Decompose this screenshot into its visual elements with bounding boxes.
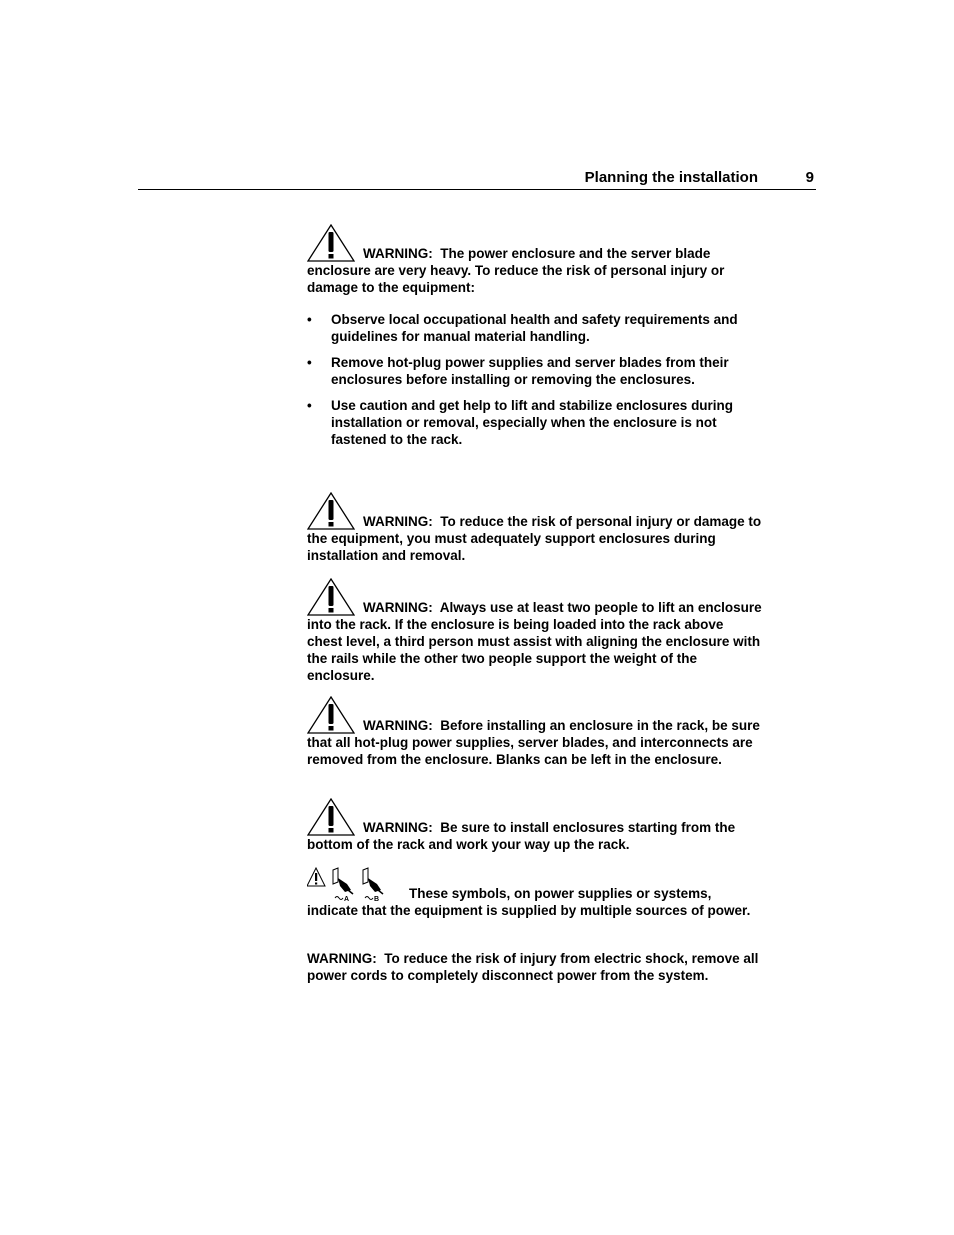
- warning-support-enclosures: [307, 492, 762, 564]
- multiple-power-sources-icon: [307, 866, 395, 902]
- warning-label: WARNING:: [363, 514, 433, 529]
- warning-remove-components: [307, 696, 762, 768]
- warning-label: WARNING:: [363, 246, 433, 261]
- warning-heavy-enclosure: [307, 224, 762, 296]
- multiple-power-sources-note: [307, 866, 762, 919]
- warning-label: WARNING:: [363, 718, 433, 733]
- warning-text: To reduce the risk of injury from electric shock, remove all power cords to completely disconnect power from the system.: [307, 951, 759, 983]
- warning-two-people-lift: [307, 578, 762, 684]
- power-symbol-label-a: A: [344, 896, 350, 902]
- page-number: 9: [805, 169, 814, 186]
- warning-label: WARNING:: [307, 951, 377, 966]
- list-item: • Observe local occupational health and safety requirements and guidelines for manual material handling.: [307, 312, 738, 344]
- list-item: • Use caution and get help to lift and stabilize enclosures during installation or removal, especially when the enclosure is not fastened to the rack.: [307, 398, 734, 447]
- warning-text: The power enclosure and the server blade enclosure are very heavy. To reduce the risk of personal injury or damage to the equipment:: [307, 246, 725, 295]
- warning-bullet-list: [307, 311, 762, 457]
- warning-text: Before installing an enclosure in the rack, be sure that all hot-plug power supplies, server blades, and interconnects are removed from the enclosure. Blanks can be left in the enclosure.: [307, 718, 760, 767]
- warning-text: Always use at least two people to lift an enclosure into the rack. If the enclosure is being loaded into the rack above chest level, a third person must assist with aligning the enclosure with the rails while the other two people support the weight of the enclosure.: [307, 600, 762, 683]
- warning-triangle-icon: [307, 578, 355, 616]
- bullet-dot: •: [307, 355, 312, 370]
- power-symbols-text: These symbols, on power supplies or systems, indicate that the equipment is supplied by multiple sources of power.: [307, 886, 751, 918]
- warning-label: WARNING:: [363, 600, 433, 615]
- bullet-dot: •: [307, 312, 312, 327]
- warning-text: To reduce the risk of personal injury or damage to the equipment, you must adequately support enclosures during installation and removal.: [307, 514, 762, 563]
- page-header: [138, 168, 816, 190]
- bullet-dot: •: [307, 398, 312, 413]
- warning-triangle-icon: [307, 492, 355, 530]
- warning-triangle-icon: [307, 696, 355, 734]
- warning-triangle-icon: [307, 224, 355, 262]
- power-symbol-label-b: B: [374, 896, 380, 902]
- warning-text: Be sure to install enclosures starting from the bottom of the rack and work your way up the rack.: [307, 820, 736, 852]
- list-item: • Remove hot-plug power supplies and server blades from their enclosures before installing or removing the enclosures.: [307, 355, 729, 387]
- warning-label: WARNING:: [363, 820, 433, 835]
- warning-install-bottom-up: [307, 798, 762, 853]
- warning-electric-shock: [307, 950, 762, 984]
- running-header-title: Planning the installation: [584, 169, 758, 186]
- warning-triangle-icon: [307, 798, 355, 836]
